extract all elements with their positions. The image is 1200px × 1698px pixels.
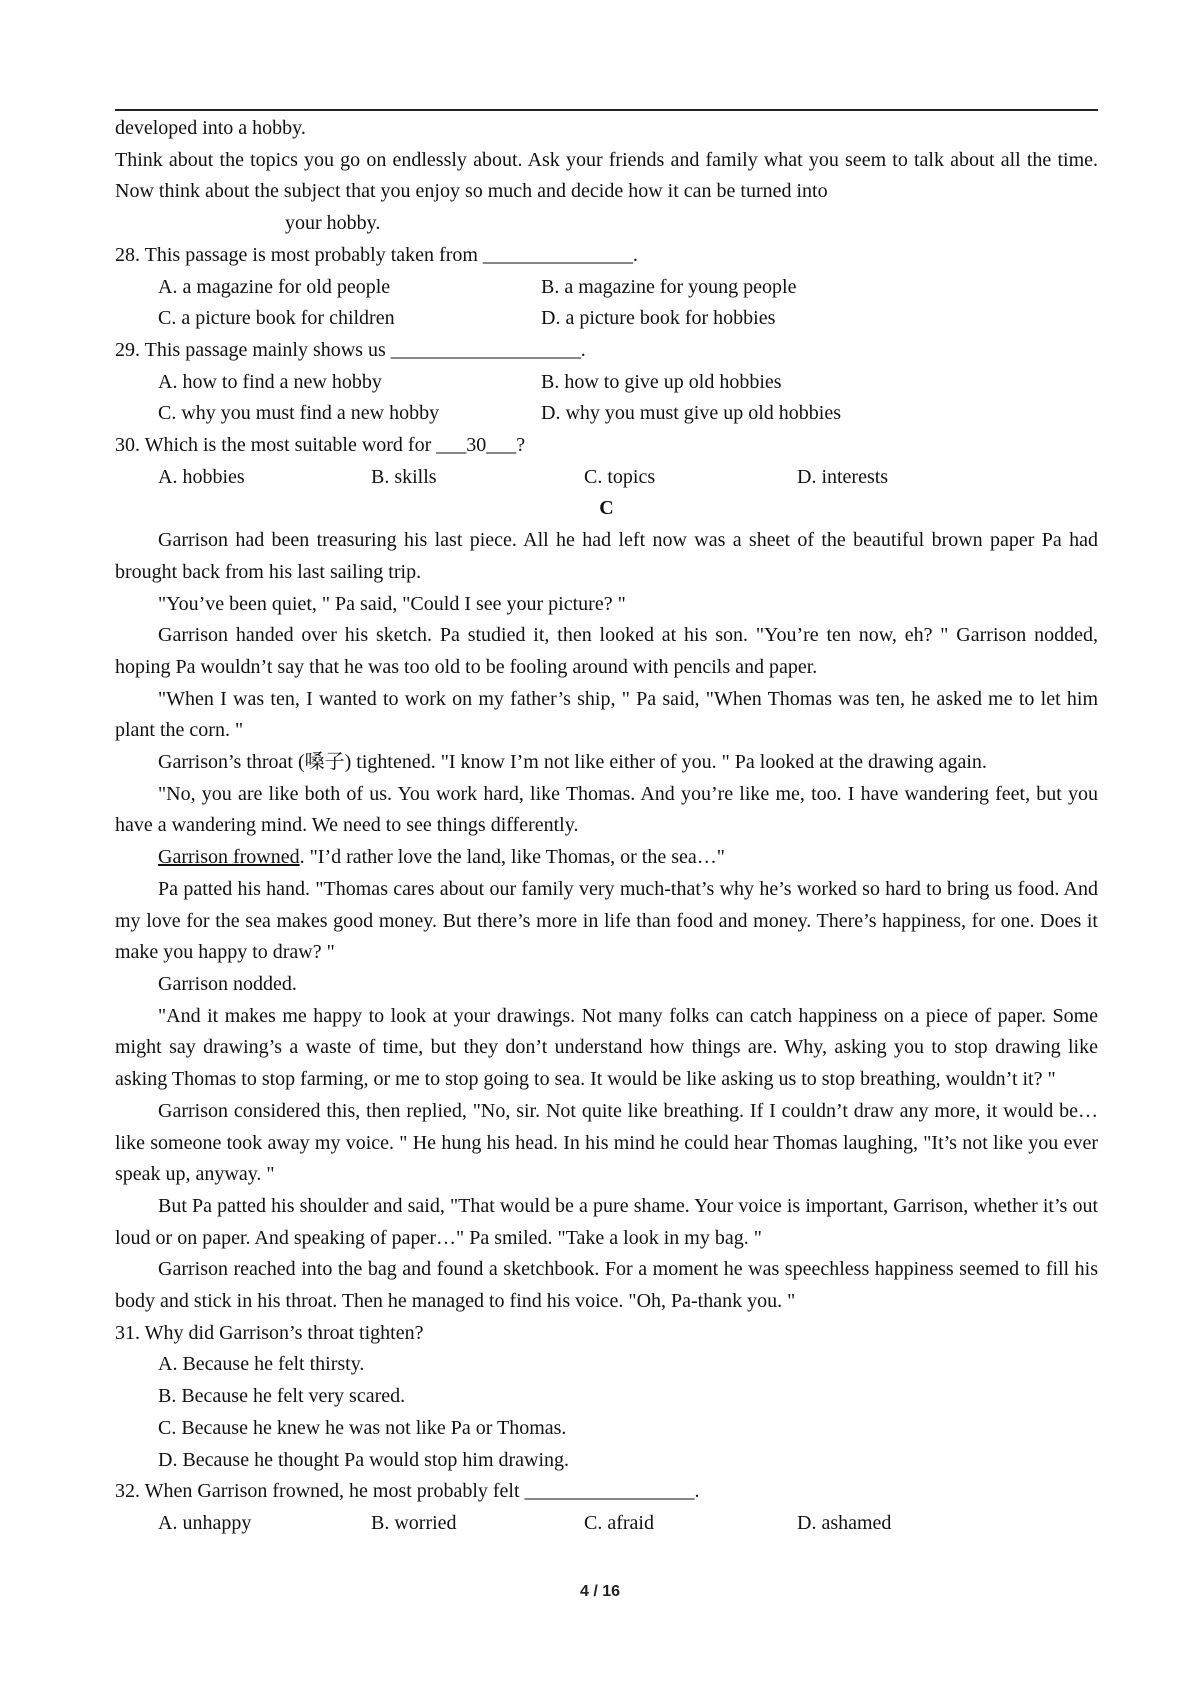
option-30a: A. hobbies	[158, 465, 245, 488]
story-paragraph: Garrison handed over his sketch. Pa studied it, then looked at his son. "You’re ten now, eh? " Garrison nodded, hoping Pa wouldn’t say that he was too old to be fooling around with pencils and paper.	[115, 624, 1098, 678]
story-paragraph: But Pa patted his shoulder and said, "That would be a pure shame. Your voice is important, Garrison, whether it’s out loud or on paper. And speaking of paper…" Pa smiled. "Take a look in my bag. "	[115, 1194, 1098, 1249]
question-30-mark: ?	[516, 434, 526, 457]
question-28-options-row1	[115, 272, 1098, 304]
story-paragraph: Pa patted his hand. "Thomas cares about our family very much-that’s why he’s worked so hard to bring us food. And my love for the sea makes good money. But there’s more in life than food and money. There’s happiness, for one. Does it make you happy to draw? "	[115, 877, 1098, 964]
option-30c: C. topics	[584, 465, 656, 488]
story-paragraph: Garrison considered this, then replied, "No, sir. Not quite like breathing. If I couldn’t draw any more, it would be… like someone took away my voice. " He hung his head. In his mind he could hear Thomas laughing, "It’s not like you ever speak up, anyway. "	[115, 1099, 1098, 1186]
question-30-stem-text: 30. Which is the most suitable word for	[115, 434, 437, 457]
option-28c: C. a picture book for children	[158, 307, 395, 330]
question-30-stem	[115, 430, 1098, 462]
intro-line: developed into a hobby.	[115, 117, 306, 139]
story-paragraph: Garrison’s throat (嗓子) tightened. "I know I’m not like either of you. " Pa looked at the drawing again.	[158, 751, 987, 774]
question-29-options-row2	[115, 398, 1098, 430]
question-28-stem: 28. This passage is most probably taken from _______________.	[115, 243, 638, 266]
section-c-heading: C	[599, 497, 614, 520]
option-29d: D. why you must give up old hobbies	[541, 402, 841, 425]
question-30-options	[115, 462, 1098, 494]
story-paragraph-frown	[115, 842, 1098, 874]
option-29c: C. why you must find a new hobby	[158, 402, 440, 425]
frown-rest: . "I’d rather love the land, like Thomas, or the sea…"	[299, 846, 725, 869]
option-30d: D. interests	[797, 465, 889, 488]
intro-tail: your hobby.	[285, 212, 381, 235]
story-paragraph: Garrison had been treasuring his last piece. All he had left now was a sheet of the beautiful brown paper Pa had brought back from his last sailing trip.	[115, 529, 1098, 583]
option-32b: B. worried	[371, 1511, 457, 1534]
question-28-options-row2	[115, 303, 1098, 335]
question-32-stem: 32. When Garrison frowned, he most probably felt _________________.	[115, 1480, 700, 1503]
page-content	[115, 113, 1098, 1540]
story-paragraph: "When I was ten, I wanted to work on my father’s ship, " Pa said, "When Thomas was ten, he asked me to let him plant the corn. "	[115, 687, 1098, 742]
option-28d: D. a picture book for hobbies	[541, 307, 776, 330]
question-30-blank: ___30___	[436, 434, 517, 457]
option-29a: A. how to find a new hobby	[158, 370, 382, 393]
intro-paragraph: Think about the topics you go on endlessly about. Ask your friends and family what you seem to talk about all the time. Now think about the subject that you enjoy so much and decide how it can be turned into	[115, 148, 1098, 203]
question-29-options-row1	[115, 367, 1098, 399]
header-rule	[115, 109, 1098, 111]
story-paragraph: "You’ve been quiet, " Pa said, "Could I see your picture? "	[158, 592, 626, 615]
option-31d: D. Because he thought Pa would stop him drawing.	[158, 1448, 570, 1471]
option-32c: C. afraid	[584, 1511, 654, 1534]
option-30b: B. skills	[371, 465, 437, 488]
story-paragraph: Garrison reached into the bag and found a sketchbook. For a moment he was speechless happiness seemed to fill his body and stick in his throat. Then he managed to find his voice. "Oh, Pa-thank you. "	[115, 1258, 1098, 1313]
option-28a: A. a magazine for old people	[158, 275, 391, 298]
option-32a: A. unhappy	[158, 1511, 252, 1534]
page-number: 4 / 16	[579, 1583, 621, 1600]
question-29-stem: 29. This passage mainly shows us ___________________.	[115, 338, 586, 361]
option-32d: D. ashamed	[797, 1511, 892, 1534]
story-paragraph: Garrison nodded.	[158, 972, 297, 995]
story-paragraph: "And it makes me happy to look at your drawings. Not many folks can catch happiness on a piece of paper. Some might say drawing’s a waste of time, but they don’t understand how things are. Why, asking you to stop drawing like asking Thomas to stop farming, or me to stop going to sea. It would be like asking us to stop breathing, wouldn’t it? "	[115, 1004, 1098, 1091]
option-28b: B. a magazine for young people	[541, 275, 797, 298]
question-32-options	[115, 1508, 1098, 1540]
option-31a: A. Because he felt thirsty.	[158, 1353, 365, 1376]
option-29b: B. how to give up old hobbies	[541, 370, 782, 393]
underlined-phrase: Garrison frowned	[158, 846, 300, 869]
question-31-stem: 31. Why did Garrison’s throat tighten?	[115, 1321, 424, 1344]
option-31c: C. Because he knew he was not like Pa or Thomas.	[158, 1416, 567, 1439]
story-paragraph: "No, you are like both of us. You work hard, like Thomas. And you’re like me, too. I have wandering feet, but you have a wandering mind. We need to see things differently.	[115, 782, 1098, 837]
option-31b: B. Because he felt very scared.	[158, 1385, 406, 1408]
